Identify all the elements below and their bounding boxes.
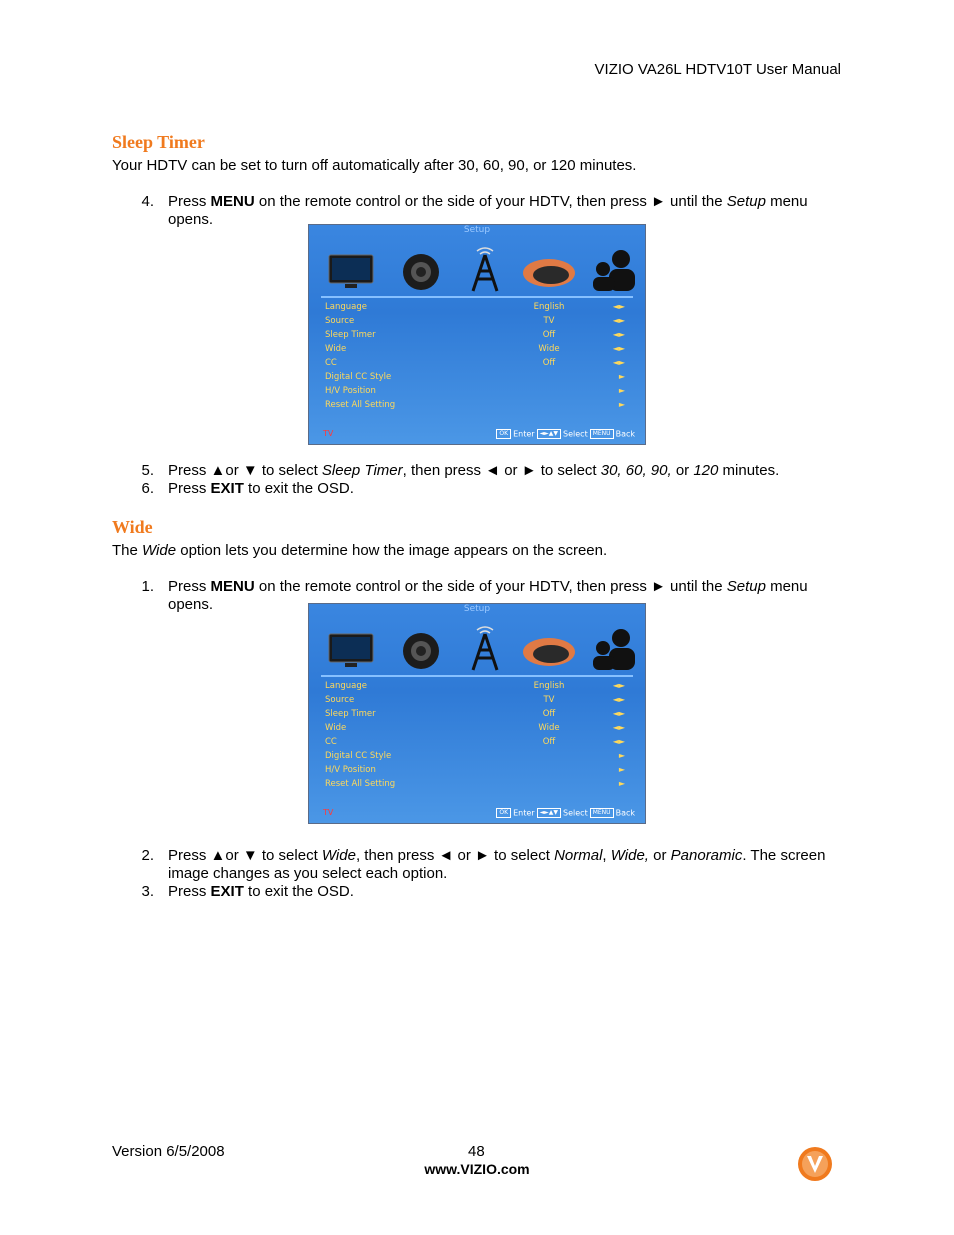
antenna-tower-icon — [459, 245, 511, 295]
audio-speaker-icon — [395, 624, 447, 674]
menu-key-icon: MENU — [590, 808, 614, 818]
audio-speaker-icon — [395, 245, 447, 295]
osd-setup-screenshot-1 — [308, 224, 646, 445]
sleep-timer-intro: Your HDTV can be set to turn off automatically after 30, 60, 90, or 120 minutes. — [112, 157, 637, 174]
setup-hand-icon — [519, 245, 579, 295]
step-number: 3. — [141, 883, 154, 900]
osd-row-cc[interactable]: CC Off ◄► — [325, 737, 625, 747]
osd-hint-bar: OK Enter ◄►▲▼ Select MENU Back — [494, 429, 635, 439]
header-title: VIZIO VA26L HDTV10T User Manual — [594, 61, 841, 78]
osd-row-hv-position[interactable]: H/V Position ► — [325, 765, 625, 775]
osd-row-wide[interactable]: Wide Wide ◄► — [325, 344, 625, 354]
footer-url: www.VIZIO.com — [424, 1161, 530, 1177]
step-number: 2. — [141, 847, 154, 864]
step-text: Press MENU on the remote control or the side of your HDTV, then press ► until the Setup menu opens. — [168, 193, 808, 228]
tv-picture-icon — [325, 624, 377, 674]
osd-row-sleep-timer[interactable]: Sleep Timer Off ◄► — [325, 330, 625, 340]
arrow-keys-icon: ◄►▲▼ — [537, 808, 561, 818]
arrow-keys-icon: ◄►▲▼ — [537, 429, 561, 439]
vizio-logo-icon — [796, 1145, 834, 1183]
osd-row-reset-all-setting[interactable]: Reset All Setting ► — [325, 779, 625, 789]
section-title-wide: Wide — [112, 517, 153, 537]
osd-row-source[interactable]: Source TV ◄► — [325, 695, 625, 705]
osd-row-digital-cc-style[interactable]: Digital CC Style ► — [325, 751, 625, 761]
wide-step-3 — [140, 883, 840, 901]
step-number: 6. — [141, 480, 154, 497]
osd-row-digital-cc-style[interactable]: Digital CC Style ► — [325, 372, 625, 382]
osd-footer — [309, 805, 645, 823]
menu-key-icon: MENU — [590, 429, 614, 439]
osd-row-hv-position[interactable]: H/V Position ► — [325, 386, 625, 396]
parental-people-icon — [587, 624, 639, 674]
osd-tab-bar — [319, 239, 637, 299]
step-text: Press ▲or ▼ to select Wide, then press ◄ or ► to select Normal, Wide, or Panoramic. The screen image changes as you select each option. — [168, 847, 826, 882]
step-text: Press MENU on the remote control or the side of your HDTV, then press ► until the Setup menu opens. — [168, 578, 808, 613]
sleep-step-5 — [140, 462, 840, 480]
osd-tab-bar — [319, 618, 637, 678]
osd-footer — [309, 426, 645, 444]
antenna-tower-icon — [459, 624, 511, 674]
osd-row-language[interactable]: Language English ◄► — [325, 681, 625, 691]
step-text: Press ▲or ▼ to select Sleep Timer, then press ◄ or ► to select 30, 60, 90, or 120 minutes. — [168, 462, 780, 479]
wide-step-2 — [140, 847, 840, 883]
osd-row-language[interactable]: Language English ◄► — [325, 302, 625, 312]
osd-divider — [321, 675, 633, 677]
osd-row-wide[interactable]: Wide Wide ◄► — [325, 723, 625, 733]
osd-input-label: TV — [323, 808, 334, 817]
setup-hand-icon — [519, 624, 579, 674]
step-number: 1. — [141, 578, 154, 595]
step-number: 4. — [141, 193, 154, 210]
sleep-step-6 — [140, 480, 840, 498]
osd-title: Setup — [463, 604, 491, 614]
section-title-sleep-timer: Sleep Timer — [112, 132, 205, 152]
osd-title: Setup — [463, 225, 491, 235]
osd-row-source[interactable]: Source TV ◄► — [325, 316, 625, 326]
osd-row-cc[interactable]: CC Off ◄► — [325, 358, 625, 368]
osd-row-reset-all-setting[interactable]: Reset All Setting ► — [325, 400, 625, 410]
osd-row-sleep-timer[interactable]: Sleep Timer Off ◄► — [325, 709, 625, 719]
page-number: 48 — [468, 1143, 485, 1160]
osd-hint-bar: OK Enter ◄►▲▼ Select MENU Back — [494, 808, 635, 818]
wide-intro: The Wide option lets you determine how the image appears on the screen. — [112, 542, 608, 559]
ok-key-icon: OK — [496, 429, 511, 439]
osd-divider — [321, 296, 633, 298]
tv-picture-icon — [325, 245, 377, 295]
step-text: Press EXIT to exit the OSD. — [168, 883, 354, 900]
ok-key-icon: OK — [496, 808, 511, 818]
footer-version: Version 6/5/2008 — [112, 1143, 225, 1160]
osd-setup-screenshot-2 — [308, 603, 646, 824]
parental-people-icon — [587, 245, 639, 295]
step-text: Press EXIT to exit the OSD. — [168, 480, 354, 497]
osd-input-label: TV — [323, 429, 334, 438]
step-number: 5. — [141, 462, 154, 479]
